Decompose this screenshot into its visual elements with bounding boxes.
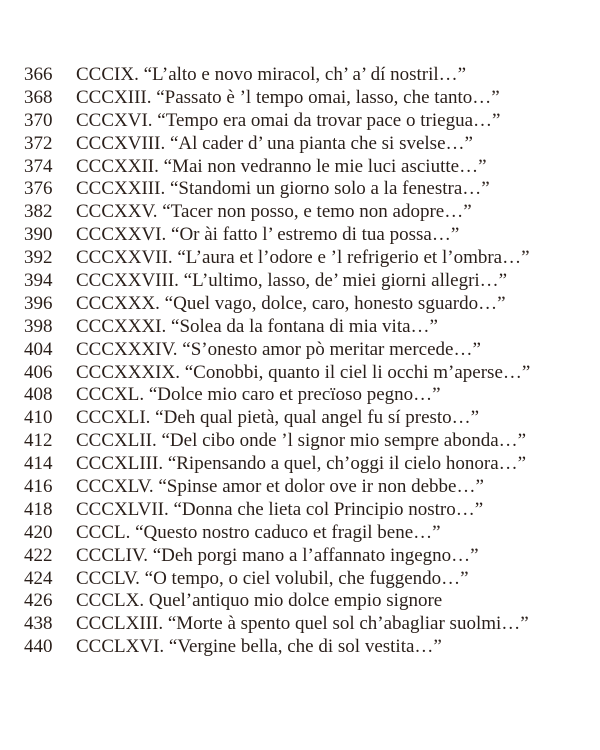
entry-title: CCCXL. “Dolce mio caro et precïoso pegno…” (76, 384, 441, 406)
entry-title: CCCXLVII. “Donna che lieta col Principio nostro…” (76, 498, 484, 520)
page-number: 410 (24, 407, 53, 429)
toc-entry (24, 545, 594, 568)
toc-entry (24, 476, 594, 499)
toc-entry (24, 613, 594, 636)
toc-entry (24, 590, 594, 613)
entry-title: CCCXXXIX. “Conobbi, quanto il ciel li occhi m’aperse…” (76, 361, 531, 383)
entry-title: CCCXXVIII. “L’ultimo, lasso, de’ miei giorni allegri…” (76, 270, 508, 292)
page-number: 390 (24, 224, 53, 246)
toc-entry (24, 568, 594, 591)
page-number: 370 (24, 109, 53, 131)
page-number: 424 (24, 567, 53, 589)
entry-title: CCCXXX. “Quel vago, dolce, caro, honesto sguardo…” (76, 292, 506, 314)
toc-entry (24, 636, 594, 659)
page-number: 422 (24, 544, 53, 566)
entry-title: CCCXLII. “Del cibo onde ’l signor mio sempre abonda…” (76, 430, 527, 452)
entry-title: CCCXVIII. “Al cader d’ una pianta che si svelse…” (76, 132, 473, 154)
entry-title: CCCXVI. “Tempo era omai da trovar pace o triegua…” (76, 109, 501, 131)
toc-entry (24, 453, 594, 476)
entry-title: CCCXLIII. “Ripensando a quel, ch’oggi il cielo honora…” (76, 453, 527, 475)
entry-title: CCCXLI. “Deh qual pietà, qual angel fu sí presto…” (76, 407, 480, 429)
toc-entry (24, 247, 594, 270)
page-number: 398 (24, 315, 53, 337)
toc-entry (24, 110, 594, 133)
page-number: 382 (24, 201, 53, 223)
entry-title: CCCL. “Questo nostro caduco et fragil bene…” (76, 521, 441, 543)
page-number: 392 (24, 247, 53, 269)
toc-entry (24, 201, 594, 224)
toc-entry (24, 316, 594, 339)
page-number: 396 (24, 292, 53, 314)
page-number: 376 (24, 178, 53, 200)
page-number: 372 (24, 132, 53, 154)
page-number: 420 (24, 521, 53, 543)
toc-entry (24, 64, 594, 87)
toc-entry (24, 87, 594, 110)
toc-entry (24, 384, 594, 407)
page-number: 394 (24, 270, 53, 292)
page-number: 438 (24, 613, 53, 635)
toc-entry (24, 156, 594, 179)
entry-title: CCCXXV. “Tacer non posso, e temo non adopre…” (76, 201, 472, 223)
entry-title: CCCLIV. “Deh porgi mano a l’affannato ingegno…” (76, 544, 479, 566)
page-number: 374 (24, 155, 53, 177)
entry-title: CCCIX. “L’alto e novo miracol, ch’ a’ dí nostril…” (76, 64, 467, 85)
page-number: 440 (24, 636, 53, 658)
toc-entry (24, 270, 594, 293)
page-number: 414 (24, 453, 53, 475)
entry-title: CCCXXVII. “L’aura et l’odore e ’l refrigerio et l’ombra…” (76, 247, 530, 269)
toc-entry (24, 224, 594, 247)
toc-entry (24, 133, 594, 156)
page-number: 418 (24, 498, 53, 520)
entry-title: CCCXIII. “Passato è ’l tempo omai, lasso, che tanto…” (76, 86, 500, 108)
toc-entry (24, 407, 594, 430)
entry-title: CCCXXIII. “Standomi un giorno solo a la fenestra…” (76, 178, 490, 200)
toc-entry (24, 293, 594, 316)
toc-entry (24, 430, 594, 453)
entry-title: CCCLV. “O tempo, o ciel volubil, che fuggendo…” (76, 567, 469, 589)
table-of-contents (24, 64, 594, 659)
page-number: 404 (24, 338, 53, 360)
toc-entry (24, 362, 594, 385)
entry-title: CCCXXII. “Mai non vedranno le mie luci asciutte…” (76, 155, 487, 177)
entry-title: CCCLX. Quel’antiquo mio dolce empio signore (76, 590, 443, 612)
toc-entry (24, 178, 594, 201)
entry-title: CCCXLV. “Spinse amor et dolor ove ir non debbe…” (76, 476, 484, 498)
toc-entry (24, 499, 594, 522)
page-number: 426 (24, 590, 53, 612)
page-number: 368 (24, 86, 53, 108)
page-number: 406 (24, 361, 53, 383)
page-number: 416 (24, 476, 53, 498)
page-number: 408 (24, 384, 53, 406)
entry-title: CCCXXVI. “Or ài fatto l’ estremo di tua possa…” (76, 224, 460, 246)
entry-title: CCCLXVI. “Vergine bella, che di sol vestita…” (76, 636, 442, 658)
entry-title: CCCXXXIV. “S’onesto amor pò meritar mercede…” (76, 338, 481, 360)
toc-entry (24, 339, 594, 362)
entry-title: CCCXXXI. “Solea da la fontana di mia vita…” (76, 315, 438, 337)
page-number: 412 (24, 430, 53, 452)
entry-title: CCCLXIII. “Morte à spento quel sol ch’abagliar suolmi…” (76, 613, 529, 635)
toc-entry (24, 522, 594, 545)
page-number: 366 (24, 64, 53, 85)
